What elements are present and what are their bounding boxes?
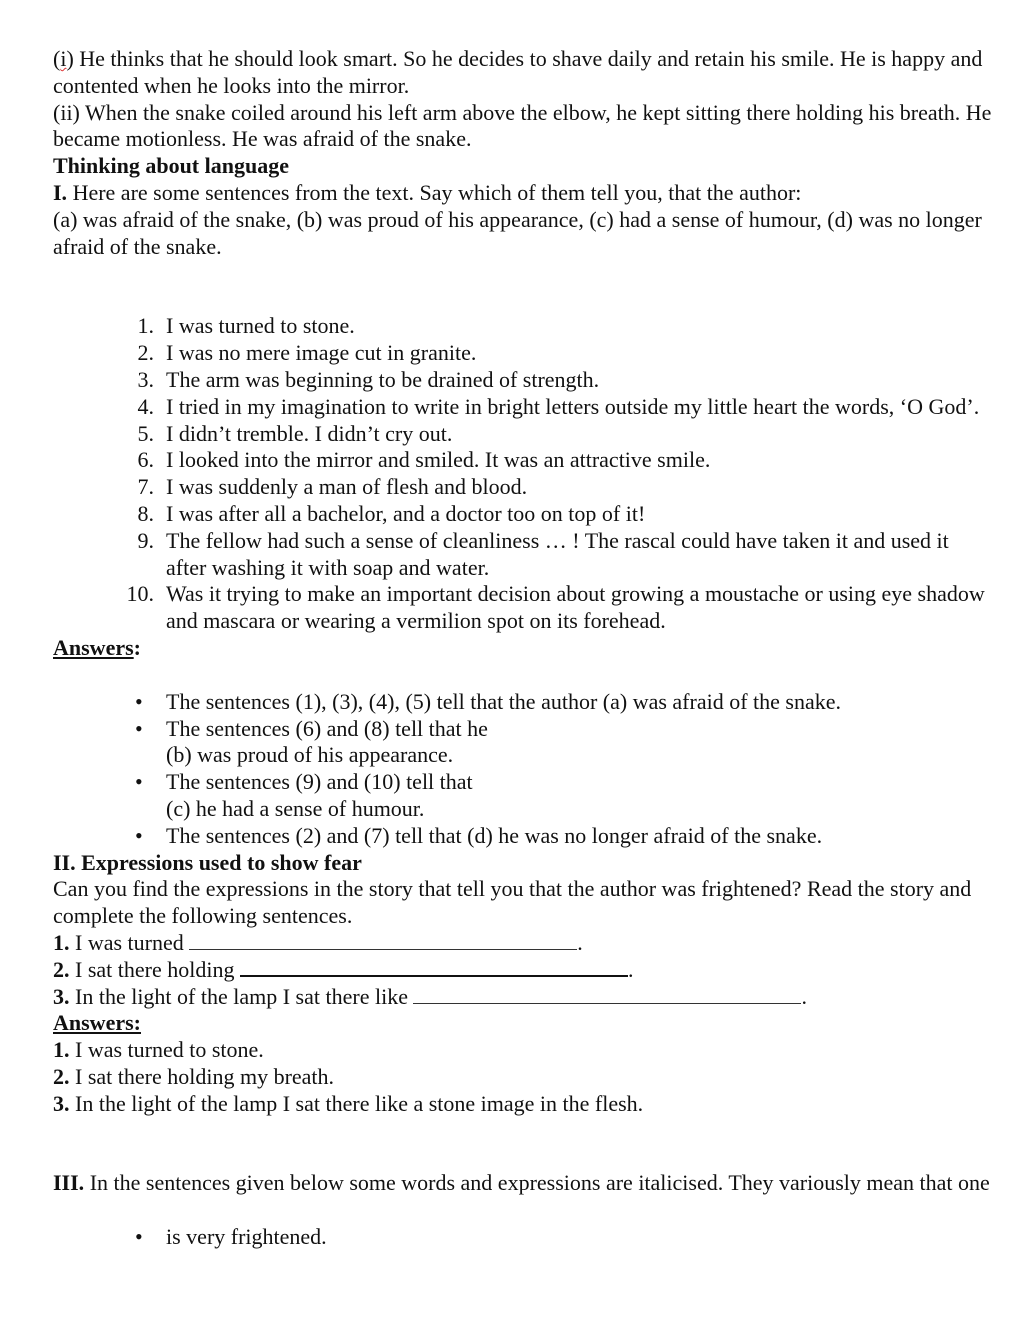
answers-heading-2: Answers: bbox=[53, 1010, 141, 1036]
list-item: 1. I was turned to stone. bbox=[137, 313, 355, 339]
answer-line: 2. I sat there holding my breath. bbox=[53, 1063, 335, 1089]
list-item: 9. The fellow had such a sense of cleanliness … ! The rascal could have taken it and used it after washing it with soap and water. bbox=[137, 527, 949, 580]
list-item: 5. I didn’t tremble. I didn’t cry out. bbox=[137, 420, 453, 446]
blank-sentence-3: 3. In the light of the lamp I sat there like . bbox=[53, 983, 807, 1009]
intro-paragraph-1: (i) He thinks that he should look smart. So he decides to shave daily and retain his smile. He is happy and contented when he looks into the mirror. bbox=[53, 46, 983, 98]
answers-bullet-list bbox=[53, 689, 993, 850]
blank-line bbox=[189, 931, 577, 950]
list-item: 7. I was suddenly a man of flesh and blood. bbox=[137, 474, 528, 500]
blank-sentence-2: 2. I sat there holding . bbox=[53, 956, 634, 982]
list-item: 6. I looked into the mirror and smiled. It was an attractive smile. bbox=[137, 447, 711, 473]
section-heading-expressions: II. Expressions used to show fear bbox=[53, 849, 362, 875]
answer-bullet: • The sentences (1), (3), (4), (5) tell that the author (a) was afraid of the snake. bbox=[53, 689, 993, 716]
spellcheck-word: i bbox=[60, 46, 67, 71]
answers-heading-1: Answers: bbox=[53, 634, 141, 660]
answer-bullet: • The sentences (2) and (7) tell that (d) he was no longer afraid of the snake. bbox=[53, 823, 993, 850]
sentence-list bbox=[53, 313, 993, 635]
section-2-question: Can you find the expressions in the story that tell you that the author was frightened? Read the story and complete the following sentences. bbox=[53, 876, 972, 929]
list-item: 4. I tried in my imagination to write in bright letters outside my little heart the words, ‘O God’. bbox=[137, 393, 980, 419]
blank-line bbox=[413, 985, 801, 1004]
list-item: 8. I was after all a bachelor, and a doctor too on top of it! bbox=[137, 500, 646, 526]
document-page bbox=[53, 46, 993, 1251]
intro-paragraph-2: (ii) When the snake coiled around his left arm above the elbow, he kept sitting there holding his breath. He became motionless. He was afraid of the snake. bbox=[53, 99, 992, 152]
blank-line bbox=[240, 957, 628, 977]
list-item: 3. The arm was beginning to be drained of strength. bbox=[137, 366, 600, 392]
section-1-options: (a) was afraid of the snake, (b) was proud of his appearance, (c) had a sense of humour, (d) was no longer afraid of the snake. bbox=[53, 206, 982, 259]
section-heading-thinking-about-language: Thinking about language bbox=[53, 153, 289, 179]
section-3-bullet-list bbox=[53, 1224, 993, 1251]
answer-line: 1. I was turned to stone. bbox=[53, 1037, 264, 1063]
answer-bullet: • The sentences (9) and (10) tell that (c) he had a sense of humour. bbox=[53, 769, 993, 823]
list-item: 2. I was no mere image cut in granite. bbox=[137, 340, 477, 366]
section-3-question: III. In the sentences given below some words and expressions are italicised. They variously mean that one bbox=[53, 1170, 990, 1196]
list-item: 10. Was it trying to make an important decision about growing a moustache or using eye shadow and mascara or wearing a vermilion spot on its forehead. bbox=[126, 581, 985, 634]
answer-bullet: • The sentences (6) and (8) tell that he (b) was proud of his appearance. bbox=[53, 716, 993, 770]
answer-line: 3. In the light of the lamp I sat there like a stone image in the flesh. bbox=[53, 1090, 644, 1116]
blank-sentence-1: 1. I was turned . bbox=[53, 929, 583, 955]
list-item: • is very frightened. bbox=[53, 1224, 993, 1251]
section-1-question: I. Here are some sentences from the text. Say which of them tell you, that the author: bbox=[53, 179, 802, 205]
